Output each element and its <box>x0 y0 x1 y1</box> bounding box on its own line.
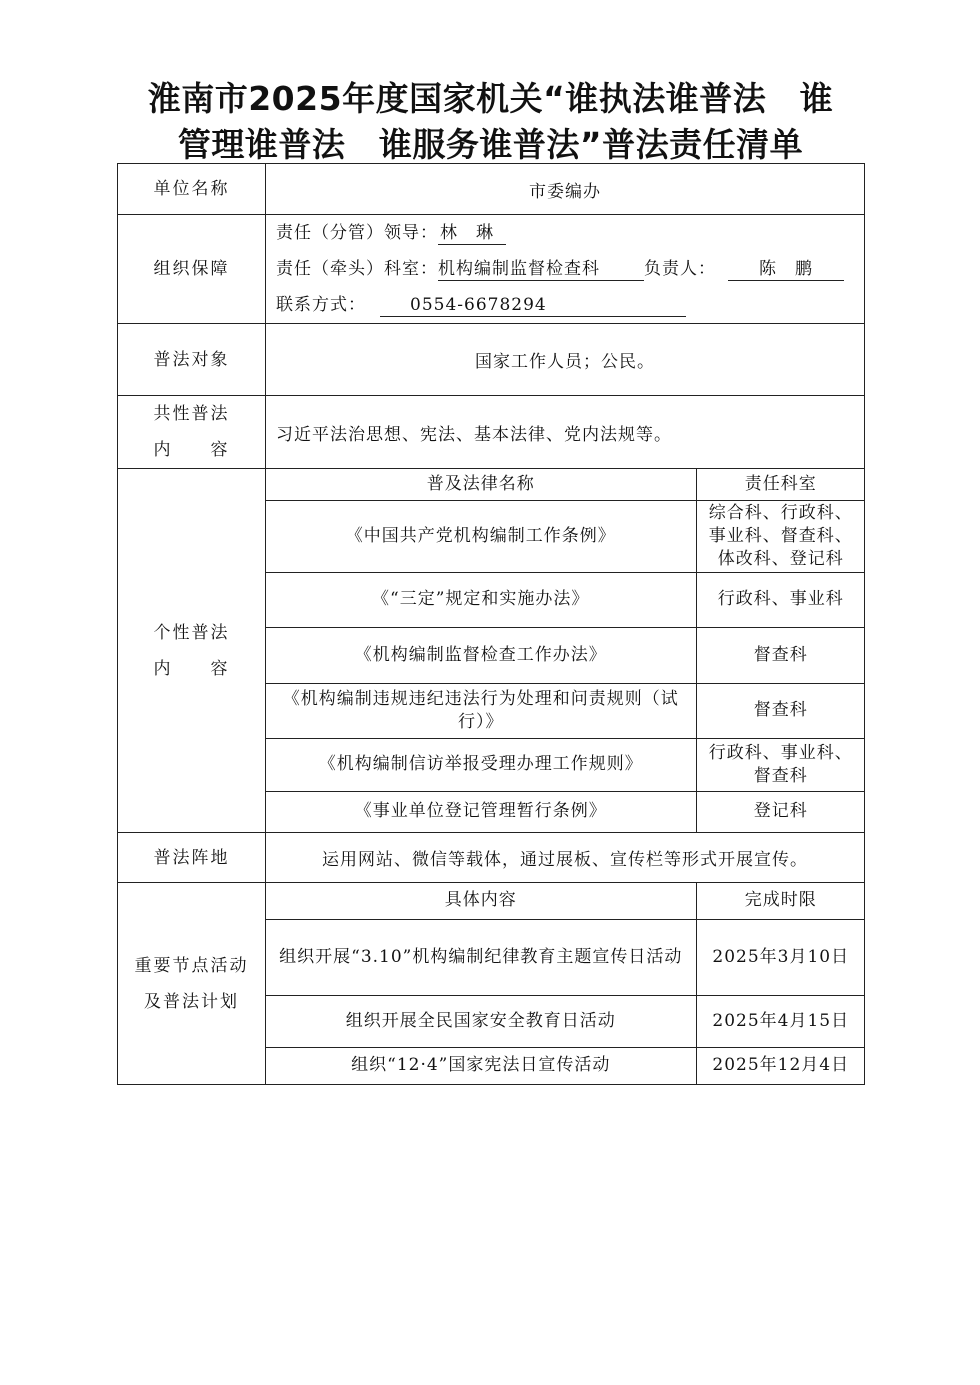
activity-deadline-header: 完成时限 <box>696 883 865 919</box>
common-value: 习近平法治思想、宪法、基本法律、党内法规等。 <box>266 396 865 469</box>
activity-table <box>266 883 865 1084</box>
leader-line <box>266 215 864 251</box>
law-name: 《事业单位登记管理暂行条例》 <box>354 801 607 822</box>
law-name: 《机构编制监督检查工作办法》 <box>266 627 696 683</box>
table-row <box>266 738 865 791</box>
audience-row <box>118 324 865 396</box>
law-table-header <box>266 469 865 500</box>
common-label: 共性普法 内 容 <box>118 396 266 469</box>
activities-label: 重要节点活动 及普法计划 <box>118 883 266 1085</box>
dept-line <box>266 251 864 287</box>
activities-cell <box>266 883 865 1085</box>
activity-content: 组织“12·4”国家宪法日宣传活动 <box>351 1055 611 1076</box>
law-dept: 督查科 <box>696 683 865 738</box>
law-dept: 行政科、事业科 <box>696 572 865 627</box>
activity-deadline: 2025年12月4日 <box>696 1047 865 1084</box>
common-row <box>118 396 865 469</box>
venue-label: 普法阵地 <box>118 833 266 883</box>
audience-label: 普法对象 <box>118 324 266 396</box>
leader-label: 责任（分管）领导： <box>276 223 438 243</box>
venue-row <box>118 833 865 883</box>
table-row <box>266 500 865 572</box>
table-row <box>266 791 865 832</box>
individual-label: 个性普法 内 容 <box>118 469 266 833</box>
activity-content: 组织开展“3.10”机构编制纪律教育主题宣传日活动 <box>266 919 696 995</box>
individual-cell <box>266 469 865 833</box>
table-row <box>266 683 865 738</box>
law-dept: 督查科 <box>696 627 865 683</box>
document-title <box>118 76 863 168</box>
venue-value: 运用网站、微信等载体，通过展板、宣传栏等形式开展宣传。 <box>266 833 865 883</box>
law-dept: 登记科 <box>696 791 865 832</box>
person-value: 陈 鹏 <box>728 258 844 281</box>
unit-value: 市委编办 <box>266 164 865 215</box>
law-dept: 行政科、事业科、督查科 <box>696 738 865 791</box>
activities-row <box>118 883 865 1085</box>
contact-label: 联系方式： <box>276 295 366 315</box>
activity-deadline: 2025年3月10日 <box>696 919 865 995</box>
table-row <box>266 1047 865 1084</box>
org-cell <box>266 215 865 324</box>
contact-value: 0554-6678294 <box>380 294 686 317</box>
law-name: 《“三定”规定和实施办法》 <box>266 572 696 627</box>
law-name: 《机构编制信访举报受理办理工作规则》 <box>266 738 696 791</box>
responsibility-table <box>117 163 865 1085</box>
contact-line <box>266 287 864 323</box>
law-name: 《机构编制违规违纪违法行为处理和问责规则（试行）》 <box>266 683 696 738</box>
title-line-1: 淮南市2025年度国家机关“谁执法谁普法 谁 <box>147 79 834 118</box>
dept-value: 机构编制监督检查科 <box>438 258 644 281</box>
audience-value: 国家工作人员；公民。 <box>266 324 865 396</box>
activity-deadline: 2025年4月15日 <box>696 995 865 1047</box>
table-row <box>266 919 865 995</box>
table-row <box>266 627 865 683</box>
org-label: 组织保障 <box>118 215 266 324</box>
activity-content-header: 具体内容 <box>266 883 696 919</box>
law-dept: 综合科、行政科、事业科、督查科、体改科、登记科 <box>696 500 865 572</box>
individual-row <box>118 469 865 833</box>
law-table <box>266 469 865 832</box>
law-name-header: 普及法律名称 <box>266 469 696 500</box>
person-label: 负责人： <box>644 259 716 279</box>
unit-row <box>118 164 865 215</box>
leader-value: 林 琳 <box>438 222 506 245</box>
dept-label: 责任（牵头）科室： <box>276 259 438 279</box>
unit-label: 单位名称 <box>118 164 266 215</box>
org-row <box>118 215 865 324</box>
law-dept-header: 责任科室 <box>696 469 865 500</box>
activity-content: 组织开展全民国家安全教育日活动 <box>266 995 696 1047</box>
title-line-2: 管理谁普法 谁服务谁普法”普法责任清单 <box>177 125 804 164</box>
law-name: 《中国共产党机构编制工作条例》 <box>266 500 696 572</box>
activity-table-header <box>266 883 865 919</box>
table-row <box>266 572 865 627</box>
table-row <box>266 995 865 1047</box>
